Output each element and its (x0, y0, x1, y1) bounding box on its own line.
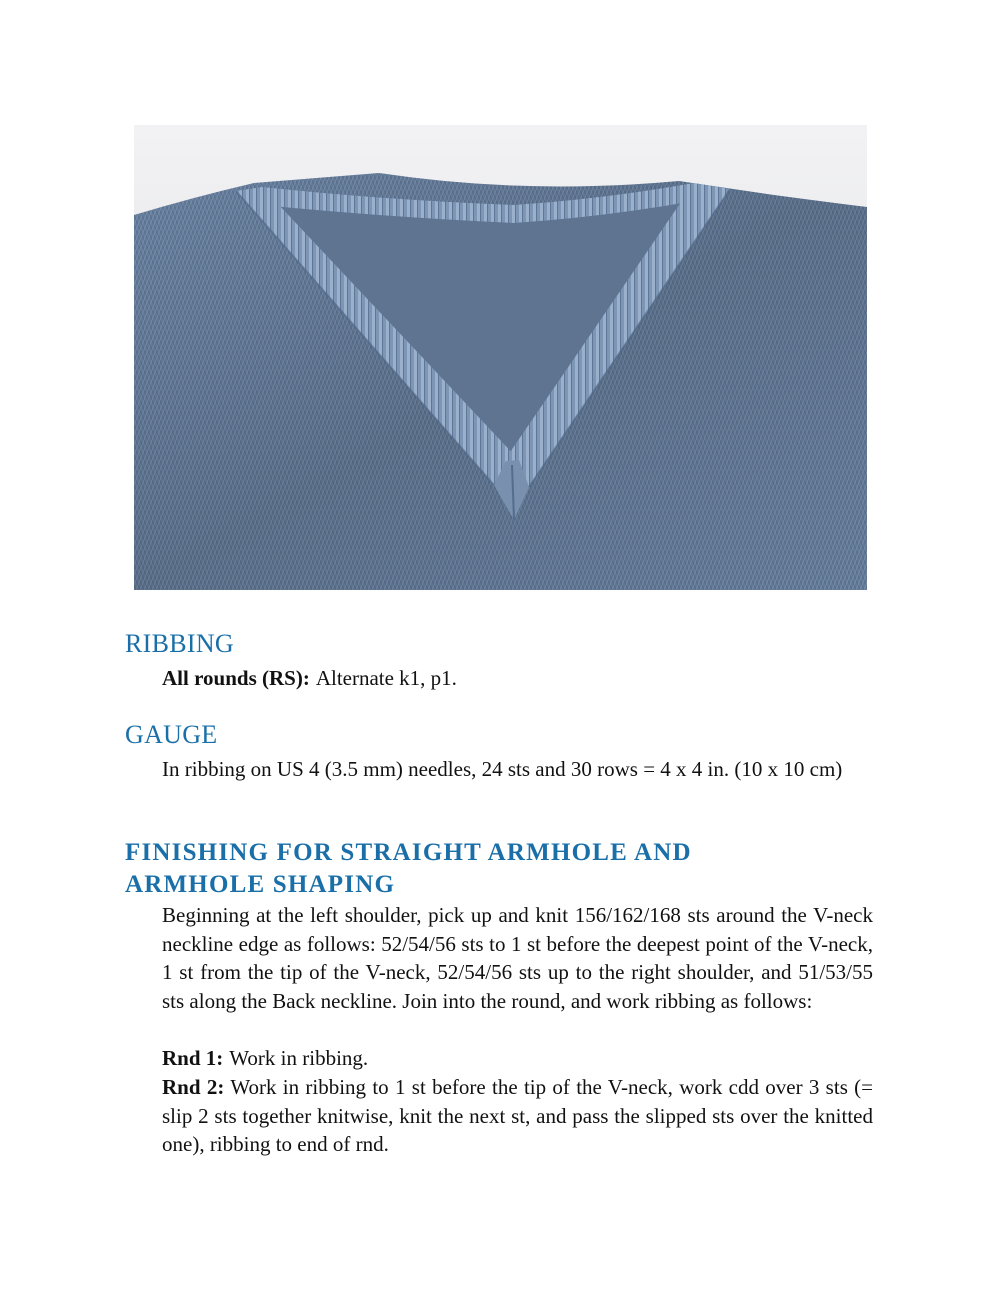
gauge-text: In ribbing on US 4 (3.5 mm) needles, 24 sts and 30 rows = 4 x 4 in. (10 x 10 cm) (162, 757, 843, 781)
finishing-heading (125, 837, 692, 901)
finishing-heading-line1: FINISHING FOR STRAIGHT ARMHOLE AND (125, 839, 692, 866)
finishing-heading-line2: ARMHOLE SHAPING (125, 871, 396, 898)
v-neck-sweater-photo (134, 125, 867, 590)
rnd1-instruction (162, 1044, 873, 1073)
gauge-heading: GAUGE (125, 720, 218, 749)
rnd2-instruction (162, 1073, 873, 1159)
rnd2-label: Rnd 2: (162, 1075, 225, 1099)
sweater-illustration (134, 125, 867, 590)
ribbing-label: All rounds (RS): (162, 666, 310, 690)
ribbing-heading: RIBBING (125, 629, 234, 658)
rnd1-text: Work in ribbing. (229, 1046, 369, 1070)
rnd1-label: Rnd 1: (162, 1046, 224, 1070)
ribbing-instruction (162, 664, 873, 693)
finishing-intro: Beginning at the left shoulder, pick up and knit 156/162/168 sts around the V-neck neckline edge as follows: 52/54/56 sts to 1 st before the deepest point of the V-neck, 1 st from the tip of the V-neck, 52/54/56 sts up to the right shoulder, and 51/53/55 sts along the Back neckline. Join into the round, and work ribbing as follows: (162, 903, 873, 1013)
rnd2-text: Work in ribbing to 1 st before the tip of the V-neck, work cdd over 3 sts (= slip 2 sts together knitwise, knit the next st, and pass the slipped sts over the knitted one), ribbing to end of rnd. (162, 1075, 873, 1156)
ribbing-text: Alternate k1, p1. (315, 666, 457, 690)
